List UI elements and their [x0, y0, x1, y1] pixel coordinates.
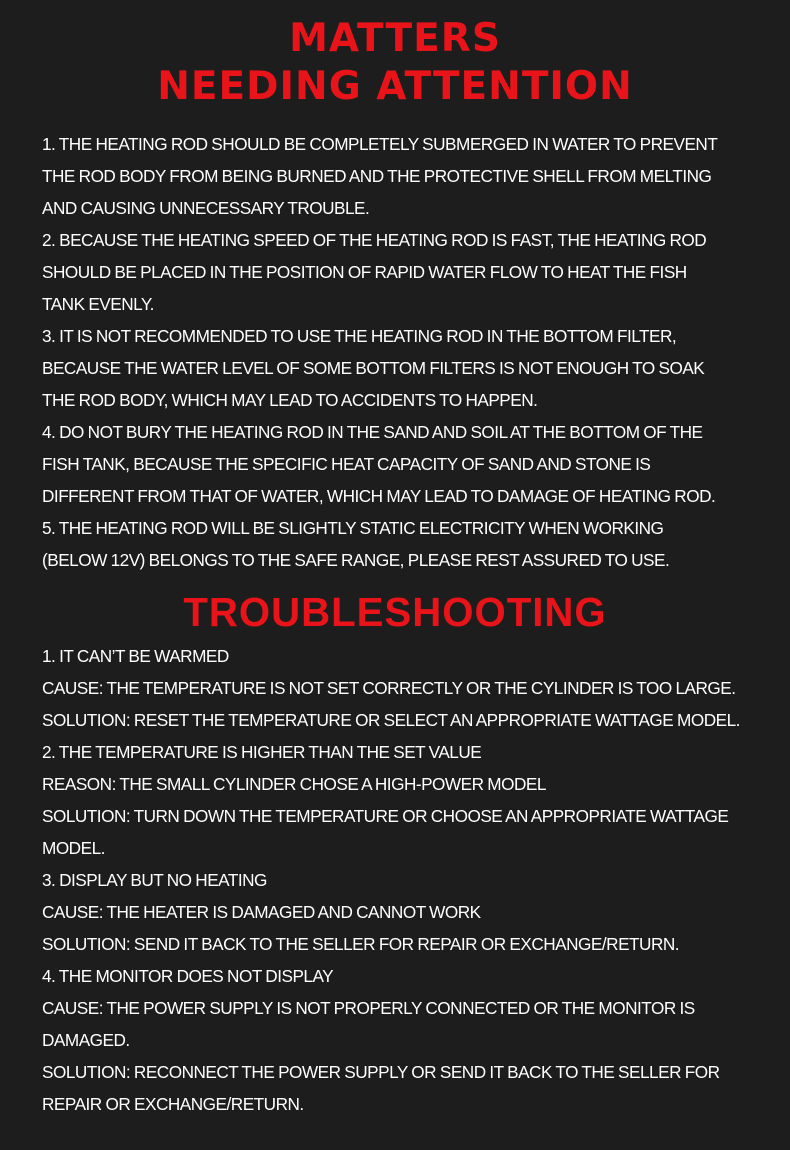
troubleshooting-line: 1. IT CAN’T BE WARMED: [42, 646, 229, 666]
matters-line: DIFFERENT FROM THAT OF WATER, WHICH MAY LEAD TO DAMAGE OF HEATING ROD.: [42, 486, 716, 506]
troubleshooting-line: CAUSE: THE HEATER IS DAMAGED AND CANNOT WORK: [42, 902, 481, 922]
matters-line: 5. THE HEATING ROD WILL BE SLIGHTLY STATIC ELECTRICITY WHEN WORKING: [42, 518, 664, 538]
troubleshooting-line: 3. DISPLAY BUT NO HEATING: [42, 870, 267, 890]
troubleshooting-line: CAUSE: THE TEMPERATURE IS NOT SET CORRECTLY OR THE CYLINDER IS TOO LARGE.: [42, 678, 736, 698]
troubleshooting-section: [42, 640, 782, 1120]
troubleshooting-line: SOLUTION: RECONNECT THE POWER SUPPLY OR SEND IT BACK TO THE SELLER FOR: [42, 1062, 720, 1082]
matters-title-line1: MATTERS: [289, 16, 501, 61]
matters-line: (BELOW 12V) BELONGS TO THE SAFE RANGE, PLEASE REST ASSURED TO USE.: [42, 550, 670, 570]
troubleshooting-line: CAUSE: THE POWER SUPPLY IS NOT PROPERLY CONNECTED OR THE MONITOR IS: [42, 998, 695, 1018]
matters-line: 4. DO NOT BURY THE HEATING ROD IN THE SAND AND SOIL AT THE BOTTOM OF THE: [42, 422, 703, 442]
troubleshooting-line: REASON: THE SMALL CYLINDER CHOSE A HIGH-POWER MODEL: [42, 774, 546, 794]
matters-line: TANK EVENLY.: [42, 294, 154, 314]
matters-line: 1. THE HEATING ROD SHOULD BE COMPLETELY SUBMERGED IN WATER TO PREVENT: [42, 134, 718, 154]
troubleshooting-line: SOLUTION: SEND IT BACK TO THE SELLER FOR REPAIR OR EXCHANGE/RETURN.: [42, 934, 680, 954]
troubleshooting-line: 2. THE TEMPERATURE IS HIGHER THAN THE SET VALUE: [42, 742, 482, 762]
troubleshooting-line: DAMAGED.: [42, 1030, 130, 1050]
matters-title-line2: NEEDING ATTENTION: [157, 64, 633, 109]
troubleshooting-line: SOLUTION: TURN DOWN THE TEMPERATURE OR CHOOSE AN APPROPRIATE WATTAGE: [42, 806, 729, 826]
matters-line: 2. BECAUSE THE HEATING SPEED OF THE HEATING ROD IS FAST, THE HEATING ROD: [42, 230, 707, 250]
troubleshooting-line: 4. THE MONITOR DOES NOT DISPLAY: [42, 966, 334, 986]
matters-line: SHOULD BE PLACED IN THE POSITION OF RAPID WATER FLOW TO HEAT THE FISH: [42, 262, 687, 282]
troubleshooting-line: SOLUTION: RESET THE TEMPERATURE OR SELECT AN APPROPRIATE WATTAGE MODEL.: [42, 710, 740, 730]
matters-line: THE ROD BODY, WHICH MAY LEAD TO ACCIDENTS TO HAPPEN.: [42, 390, 538, 410]
troubleshooting-line: MODEL.: [42, 838, 105, 858]
troubleshooting-title: TROUBLESHOOTING: [183, 589, 607, 635]
matters-line: AND CAUSING UNNECESSARY TROUBLE.: [42, 198, 370, 218]
matters-section: [42, 128, 782, 576]
matters-line: THE ROD BODY FROM BEING BURNED AND THE PROTECTIVE SHELL FROM MELTING: [42, 166, 712, 186]
matters-line: FISH TANK, BECAUSE THE SPECIFIC HEAT CAPACITY OF SAND AND STONE IS: [42, 454, 651, 474]
troubleshooting-line: REPAIR OR EXCHANGE/RETURN.: [42, 1094, 304, 1114]
matters-line: BECAUSE THE WATER LEVEL OF SOME BOTTOM FILTERS IS NOT ENOUGH TO SOAK: [42, 358, 705, 378]
matters-line: 3. IT IS NOT RECOMMENDED TO USE THE HEATING ROD IN THE BOTTOM FILTER,: [42, 326, 677, 346]
